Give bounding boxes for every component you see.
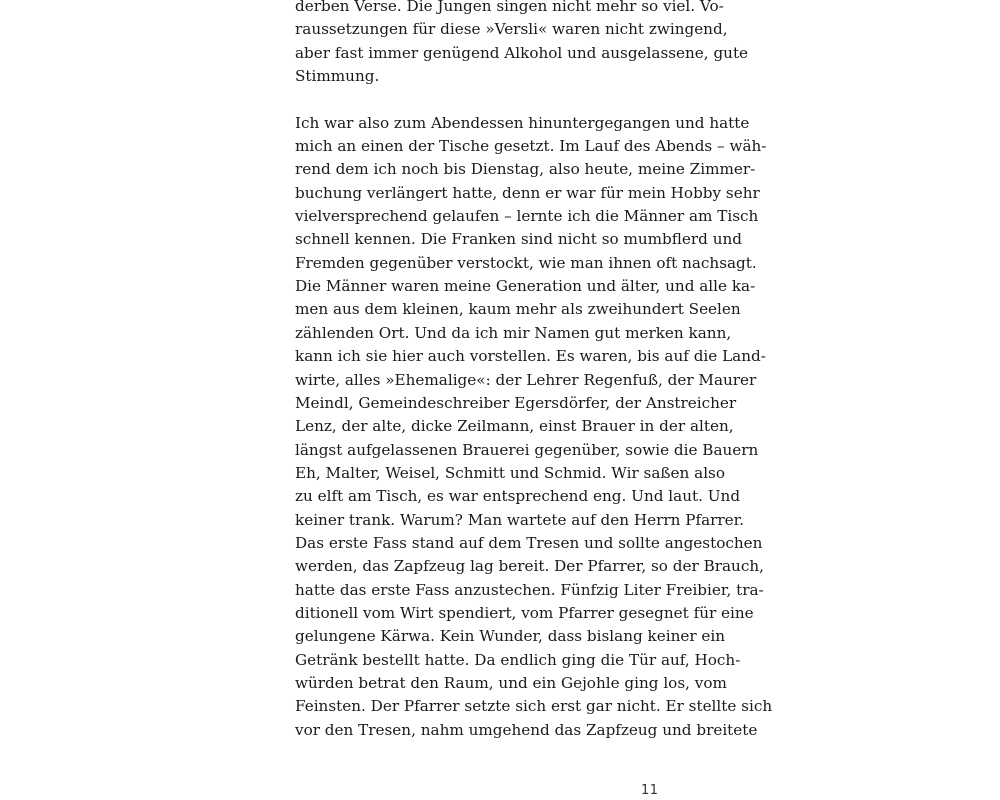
text-line: Ich war also zum Abendessen hinuntergegangen und hatte	[295, 113, 750, 132]
text-line: Lenz, der alte, dicke Zeilmann, einst Brauer in der alten,	[295, 417, 734, 436]
text-line: gelungene Kärwa. Kein Wunder, dass bislang keiner ein	[295, 627, 726, 646]
text-line: men aus dem kleinen, kaum mehr als zweihundert Seelen	[295, 300, 741, 319]
text-line: kann ich sie hier auch vorstellen. Es waren, bis auf die Land-	[295, 347, 766, 366]
text-line: Die Männer waren meine Generation und älter, und alle ka-	[295, 277, 756, 296]
text-line: Stimmung.	[295, 67, 380, 86]
text-line: Fremden gegenüber verstockt, wie man ihnen oft nachsagt.	[295, 253, 757, 272]
text-line: raussetzungen für diese »Versli« waren nicht zwingend,	[295, 20, 728, 39]
text-line: Das erste Fass stand auf dem Tresen und sollte angestochen	[295, 533, 763, 552]
text-line: mich an einen der Tische gesetzt. Im Lauf des Abends – wäh-	[295, 137, 767, 156]
text-line: zu elft am Tisch, es war entsprechend eng. Und laut. Und	[295, 487, 741, 506]
text-line: vielversprechend gelaufen – lernte ich die Männer am Tisch	[295, 207, 759, 226]
text-line: werden, das Zapfzeug lag bereit. Der Pfarrer, so der Brauch,	[295, 557, 764, 576]
text-line: derben Verse. Die Jungen singen nicht mehr so viel. Vo-	[295, 0, 724, 15]
text-line: längst aufgelassenen Brauerei gegenüber, sowie die Bauern	[295, 440, 759, 459]
text-line: buchung verlängert hatte, denn er war für mein Hobby sehr	[295, 183, 760, 202]
text-line: würden betrat den Raum, und ein Gejohle ging los, vom	[295, 673, 727, 692]
text-line: rend dem ich noch bis Dienstag, also heute, meine Zimmer-	[295, 160, 756, 179]
text-line: Feinsten. Der Pfarrer setzte sich erst gar nicht. Er stellte sich	[295, 697, 773, 716]
paragraph-1	[295, 0, 749, 88]
text-line: aber fast immer genügend Alkohol und ausgelassene, gute	[295, 43, 749, 62]
paragraph-2	[295, 112, 773, 742]
text-line: vor den Tresen, nahm umgehend das Zapfzeug und breitete	[295, 720, 758, 739]
text-column	[295, 0, 773, 742]
text-line: Getränk bestellt hatte. Da endlich ging die Tür auf, Hoch-	[295, 650, 741, 669]
page-number: 11	[641, 783, 659, 798]
text-line: Eh, Malter, Weisel, Schmitt und Schmid. Wir saßen also	[295, 463, 725, 482]
text-line: keiner trank. Warum? Man wartete auf den Herrn Pfarrer.	[295, 510, 745, 529]
text-line: zählenden Ort. Und da ich mir Namen gut merken kann,	[295, 323, 732, 342]
text-line: ditionell vom Wirt spendiert, vom Pfarrer gesegnet für eine	[295, 603, 754, 622]
text-line: wirte, alles »Ehemalige«: der Lehrer Regenfuß, der Maurer	[295, 370, 757, 389]
paragraph-spacer	[295, 88, 702, 111]
text-line: schnell kennen. Die Franken sind nicht so mumbflerd und	[295, 230, 742, 249]
text-line: hatte das erste Fass anzustechen. Fünfzig Liter Freibier, tra-	[295, 580, 764, 599]
text-line: Meindl, Gemeindeschreiber Egersdörfer, der Anstreicher	[295, 393, 737, 412]
